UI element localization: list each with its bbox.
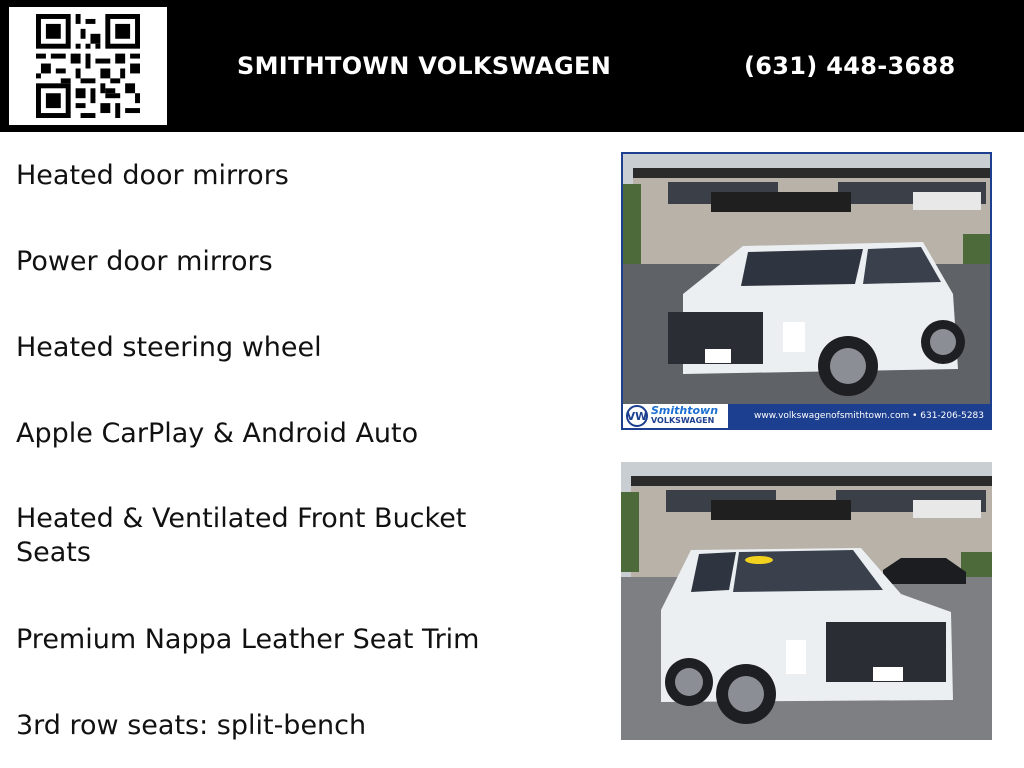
watermark-brand (651, 406, 718, 426)
vehicle-photo-side[interactable] (621, 462, 992, 740)
feature-item: Power door mirrors (16, 246, 273, 277)
dealer-phone[interactable]: (631) 448-3688 (744, 52, 956, 80)
vw-logo: VW (626, 405, 648, 427)
feature-item: Premium Nappa Leather Seat Trim (16, 624, 480, 655)
dealer-name: SMITHTOWN VOLKSWAGEN (237, 52, 612, 80)
qr-code-icon (36, 14, 140, 118)
header-bar (0, 0, 1024, 132)
vehicle-image (621, 462, 992, 740)
watermark-brand-bottom: VOLKSWAGEN (651, 416, 715, 425)
vehicle-photo-front[interactable] (621, 152, 992, 430)
vehicle-image (623, 154, 990, 428)
feature-item: Heated door mirrors (16, 160, 289, 191)
qr-code[interactable] (9, 7, 167, 125)
watermark-brand-top: Smithtown (651, 404, 719, 417)
feature-item: Heated & Ventilated Front Bucket Seats (16, 503, 467, 568)
feature-item: Apple CarPlay & Android Auto (16, 418, 419, 449)
watermark-info: www.volkswagenofsmithtown.com • 631-206-5283 (728, 404, 990, 428)
feature-item: Heated steering wheel (16, 332, 322, 363)
dealer-watermark (623, 404, 990, 428)
feature-item: 3rd row seats: split-bench (16, 710, 367, 741)
